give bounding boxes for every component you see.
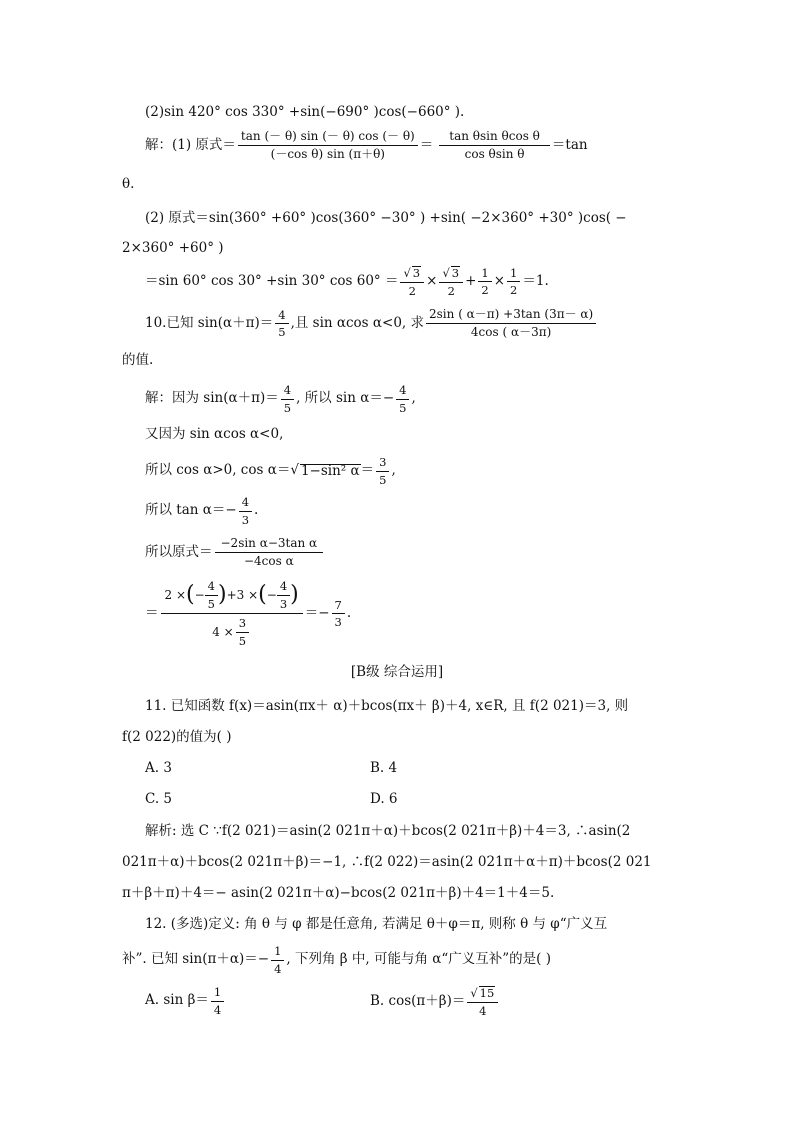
q9-p2-line2: 2×360° +60° ): [122, 240, 224, 256]
frac-den: 2: [481, 283, 489, 298]
q11-answer-line2: 021π＋α)＋bcos(2 021π＋β)＝−1, ∴f(2 022)＝asin(2 021π＋α＋π)＋bcos(2 021: [122, 854, 652, 870]
text: , 下列角 β 中, 可能与角 α“广义互补”的是( ): [286, 951, 551, 968]
frac-sqrt15-over-4: [467, 986, 498, 1017]
frac-num: 1: [507, 267, 520, 283]
frac-3-over-5: [376, 456, 389, 486]
q12-option-a[interactable]: [145, 986, 226, 1016]
q9-sol-fraction-1: [238, 130, 418, 161]
times-sign: ×: [493, 272, 506, 289]
frac-num: [439, 266, 463, 283]
frac-4-over-3: [277, 580, 290, 610]
frac-den: 5: [238, 633, 247, 648]
frac-4-over-3: [239, 496, 252, 526]
frac-den: 2: [408, 283, 416, 298]
frac-3-over-5: [236, 617, 249, 647]
frac-num: −2sin α−3tan α: [215, 537, 324, 553]
q9-solution-1: [145, 130, 588, 161]
q9-sol-f1-num: tan (－ θ) sin (－ θ) cos (－ θ): [238, 130, 418, 146]
q9-p2-line3: [145, 266, 549, 297]
frac-den: 4: [479, 1003, 487, 1018]
frac-num: 3: [376, 456, 389, 472]
q9-sol-f2-num: tan θsin θcos θ: [439, 130, 550, 146]
text: ,: [411, 390, 416, 407]
sqrt-radicand: 15: [479, 986, 495, 1000]
q11-answer-line1: 解析: 选 C ∵f(2 021)＝asin(2 021π＋α)＋bcos(2 021π＋β)＋4＝3, ∴asin(2: [145, 823, 631, 839]
paren-close: ): [290, 582, 299, 608]
frac-1-over-2: [478, 267, 491, 297]
frac-num: [467, 986, 498, 1003]
frac-num: 4: [205, 580, 218, 596]
frac-den: [209, 614, 254, 647]
frac-num: 4: [239, 496, 252, 512]
section-heading: [B级 综合运用]: [350, 664, 444, 680]
text: , 所以 sin α＝−: [296, 390, 395, 407]
frac-den: 2: [510, 283, 518, 298]
frac-den: 2: [447, 283, 455, 298]
text: 补”. 已知 sin(π＋α)＝−: [122, 951, 270, 968]
equals-sign: ＝: [360, 462, 375, 479]
frac-num: [400, 266, 424, 283]
frac-1-over-2b: [507, 267, 520, 297]
text: 解：因为 sin(α＋π)＝: [145, 390, 279, 407]
q9-sol-f2-den: cos θsin θ: [464, 147, 525, 162]
sqrt-radicand: 1−sin² α: [300, 462, 360, 479]
q11-option-d[interactable]: D. 6: [370, 791, 398, 807]
q10-sol-line1: [145, 384, 416, 414]
text: ,: [391, 462, 396, 479]
frac-sqrt3-over-2: [400, 266, 424, 297]
q9-sol-label: 解：(1) 原式＝: [145, 136, 236, 153]
sqrt-sign: [470, 986, 477, 1000]
text: 4 ×: [212, 624, 234, 639]
result: ＝1.: [522, 272, 549, 289]
frac-den: 5: [283, 400, 292, 415]
q11-line1: 11. 已知函数 f(x)＝asin(πx＋ α)＋bcos(πx＋ β)＋4, x∈R, 且 f(2 021)＝3, 则: [145, 698, 629, 714]
q10-suffix: 的值.: [122, 352, 154, 368]
frac-num: 4: [396, 384, 409, 400]
frac-den: 5: [379, 472, 387, 487]
frac-num: 2sin ( α－π) +3tan (3π－ α): [426, 308, 596, 324]
frac-den: 3: [279, 596, 288, 611]
text: −: [194, 587, 205, 602]
q10-sol-line6: [145, 580, 351, 648]
sqrt-sign: [403, 266, 410, 280]
paren-open: (: [258, 582, 267, 608]
paren-close: ): [218, 582, 227, 608]
frac-4-over-5: [281, 384, 294, 414]
times-sign: ×: [426, 272, 438, 289]
text: 所以 cos α>0, cos α＝: [145, 462, 291, 479]
frac-num: 4: [281, 384, 294, 400]
q9-part2: (2)sin 420° cos 330° +sin(−690° )cos(−660° ).: [145, 104, 465, 120]
frac-den: 4: [213, 1002, 222, 1017]
q12-line1: 12. (多选)定义: 角 θ 与 φ 都是任意角, 若满足 θ＋φ＝π, 则称 θ 与 φ“广义互: [145, 916, 608, 932]
frac-num: 4: [275, 309, 288, 325]
frac-den: 5: [278, 325, 286, 340]
frac-den: 5: [207, 596, 215, 611]
frac-den: 4cos ( α－3π): [470, 325, 552, 340]
text: .: [346, 605, 352, 622]
frac-den: 4: [274, 961, 282, 976]
frac-4-over-5: [205, 580, 218, 610]
q11-option-a[interactable]: A. 3: [145, 760, 172, 776]
paren-open: (: [186, 582, 195, 608]
q10-prefix: 10.已知 sin(α＋π)＝: [145, 314, 274, 331]
text: 2 ×: [164, 587, 187, 602]
frac-7-over-3: [332, 599, 345, 629]
frac-num: 1: [271, 945, 284, 961]
q9-p2-line3-pre: ＝sin 60° cos 30° +sin 30° cos 60° ＝: [145, 272, 399, 289]
q9-sol-fraction-2: [439, 130, 550, 161]
q10-sol-line2: 又因为 sin αcos α<0,: [145, 426, 284, 442]
equals-sign: ＝: [419, 136, 434, 153]
frac-den: −4cos α: [243, 554, 294, 569]
frac-1-over-4: [271, 945, 284, 975]
frac-num: 1: [211, 986, 224, 1002]
text: 所以 tan α＝−: [145, 502, 237, 519]
q10-question: [145, 308, 598, 339]
frac-den: 3: [241, 512, 250, 527]
q12-line2: [122, 945, 551, 975]
q11-option-b[interactable]: B. 4: [370, 760, 398, 776]
q9-p2-line1: (2) 原式＝sin(360° +60° )cos(360° −30° ) +sin( −2×360° +30° )cos( −: [145, 210, 627, 226]
frac-num: 4: [277, 580, 290, 596]
sqrt-radicand: 3: [451, 266, 460, 280]
text: 所以原式＝: [145, 543, 213, 560]
text: −: [266, 587, 277, 602]
frac-den: 5: [399, 400, 407, 415]
frac-1-over-4: [211, 986, 224, 1016]
q9-sol-f1-den: (－cos θ) sin (π＋θ): [270, 147, 385, 162]
q10-sol-line5: [145, 537, 325, 568]
sqrt-sign: [290, 464, 299, 478]
equals-sign: ＝: [145, 605, 159, 622]
q10-big-fraction: [426, 308, 596, 339]
frac-num: 3: [236, 617, 249, 633]
text: A. sin β＝: [145, 992, 209, 1009]
text: B. cos(π＋β)＝: [370, 992, 466, 1009]
text: +3 ×: [226, 587, 259, 602]
q10-s5-fraction: [215, 537, 324, 568]
frac-num: [161, 580, 303, 614]
sqrt-sign: [442, 266, 449, 280]
frac-4-over-5: [275, 309, 288, 339]
q10-sol-line3: [145, 456, 396, 486]
q10-mid: ,且 sin αcos α<0, 求: [290, 314, 425, 331]
frac-den: 3: [334, 615, 342, 630]
frac-4-over-5b: [396, 384, 409, 414]
text: .: [254, 502, 259, 519]
frac-num: 7: [332, 599, 345, 615]
q9-sol-theta: θ.: [122, 176, 135, 192]
frac-sqrt3-over-2b: [439, 266, 463, 297]
q11-answer-line3: π＋β＋π)＋4＝− asin(2 021π＋α)−bcos(2 021π＋β)＋4＝1＋4＝5.: [122, 885, 555, 901]
q10-s6-fraction: [161, 580, 303, 648]
q11-line2: f(2 022)的值为( ): [122, 729, 232, 745]
sqrt-radicand: 3: [412, 266, 421, 280]
q12-option-b[interactable]: [370, 986, 500, 1017]
q11-option-c[interactable]: C. 5: [145, 791, 173, 807]
q10-sol-line4: [145, 496, 258, 526]
plus-sign: +: [465, 272, 477, 289]
text: ＝−: [304, 605, 330, 622]
frac-num: 1: [478, 267, 491, 283]
q9-sol-tail: ＝tan: [551, 136, 588, 153]
